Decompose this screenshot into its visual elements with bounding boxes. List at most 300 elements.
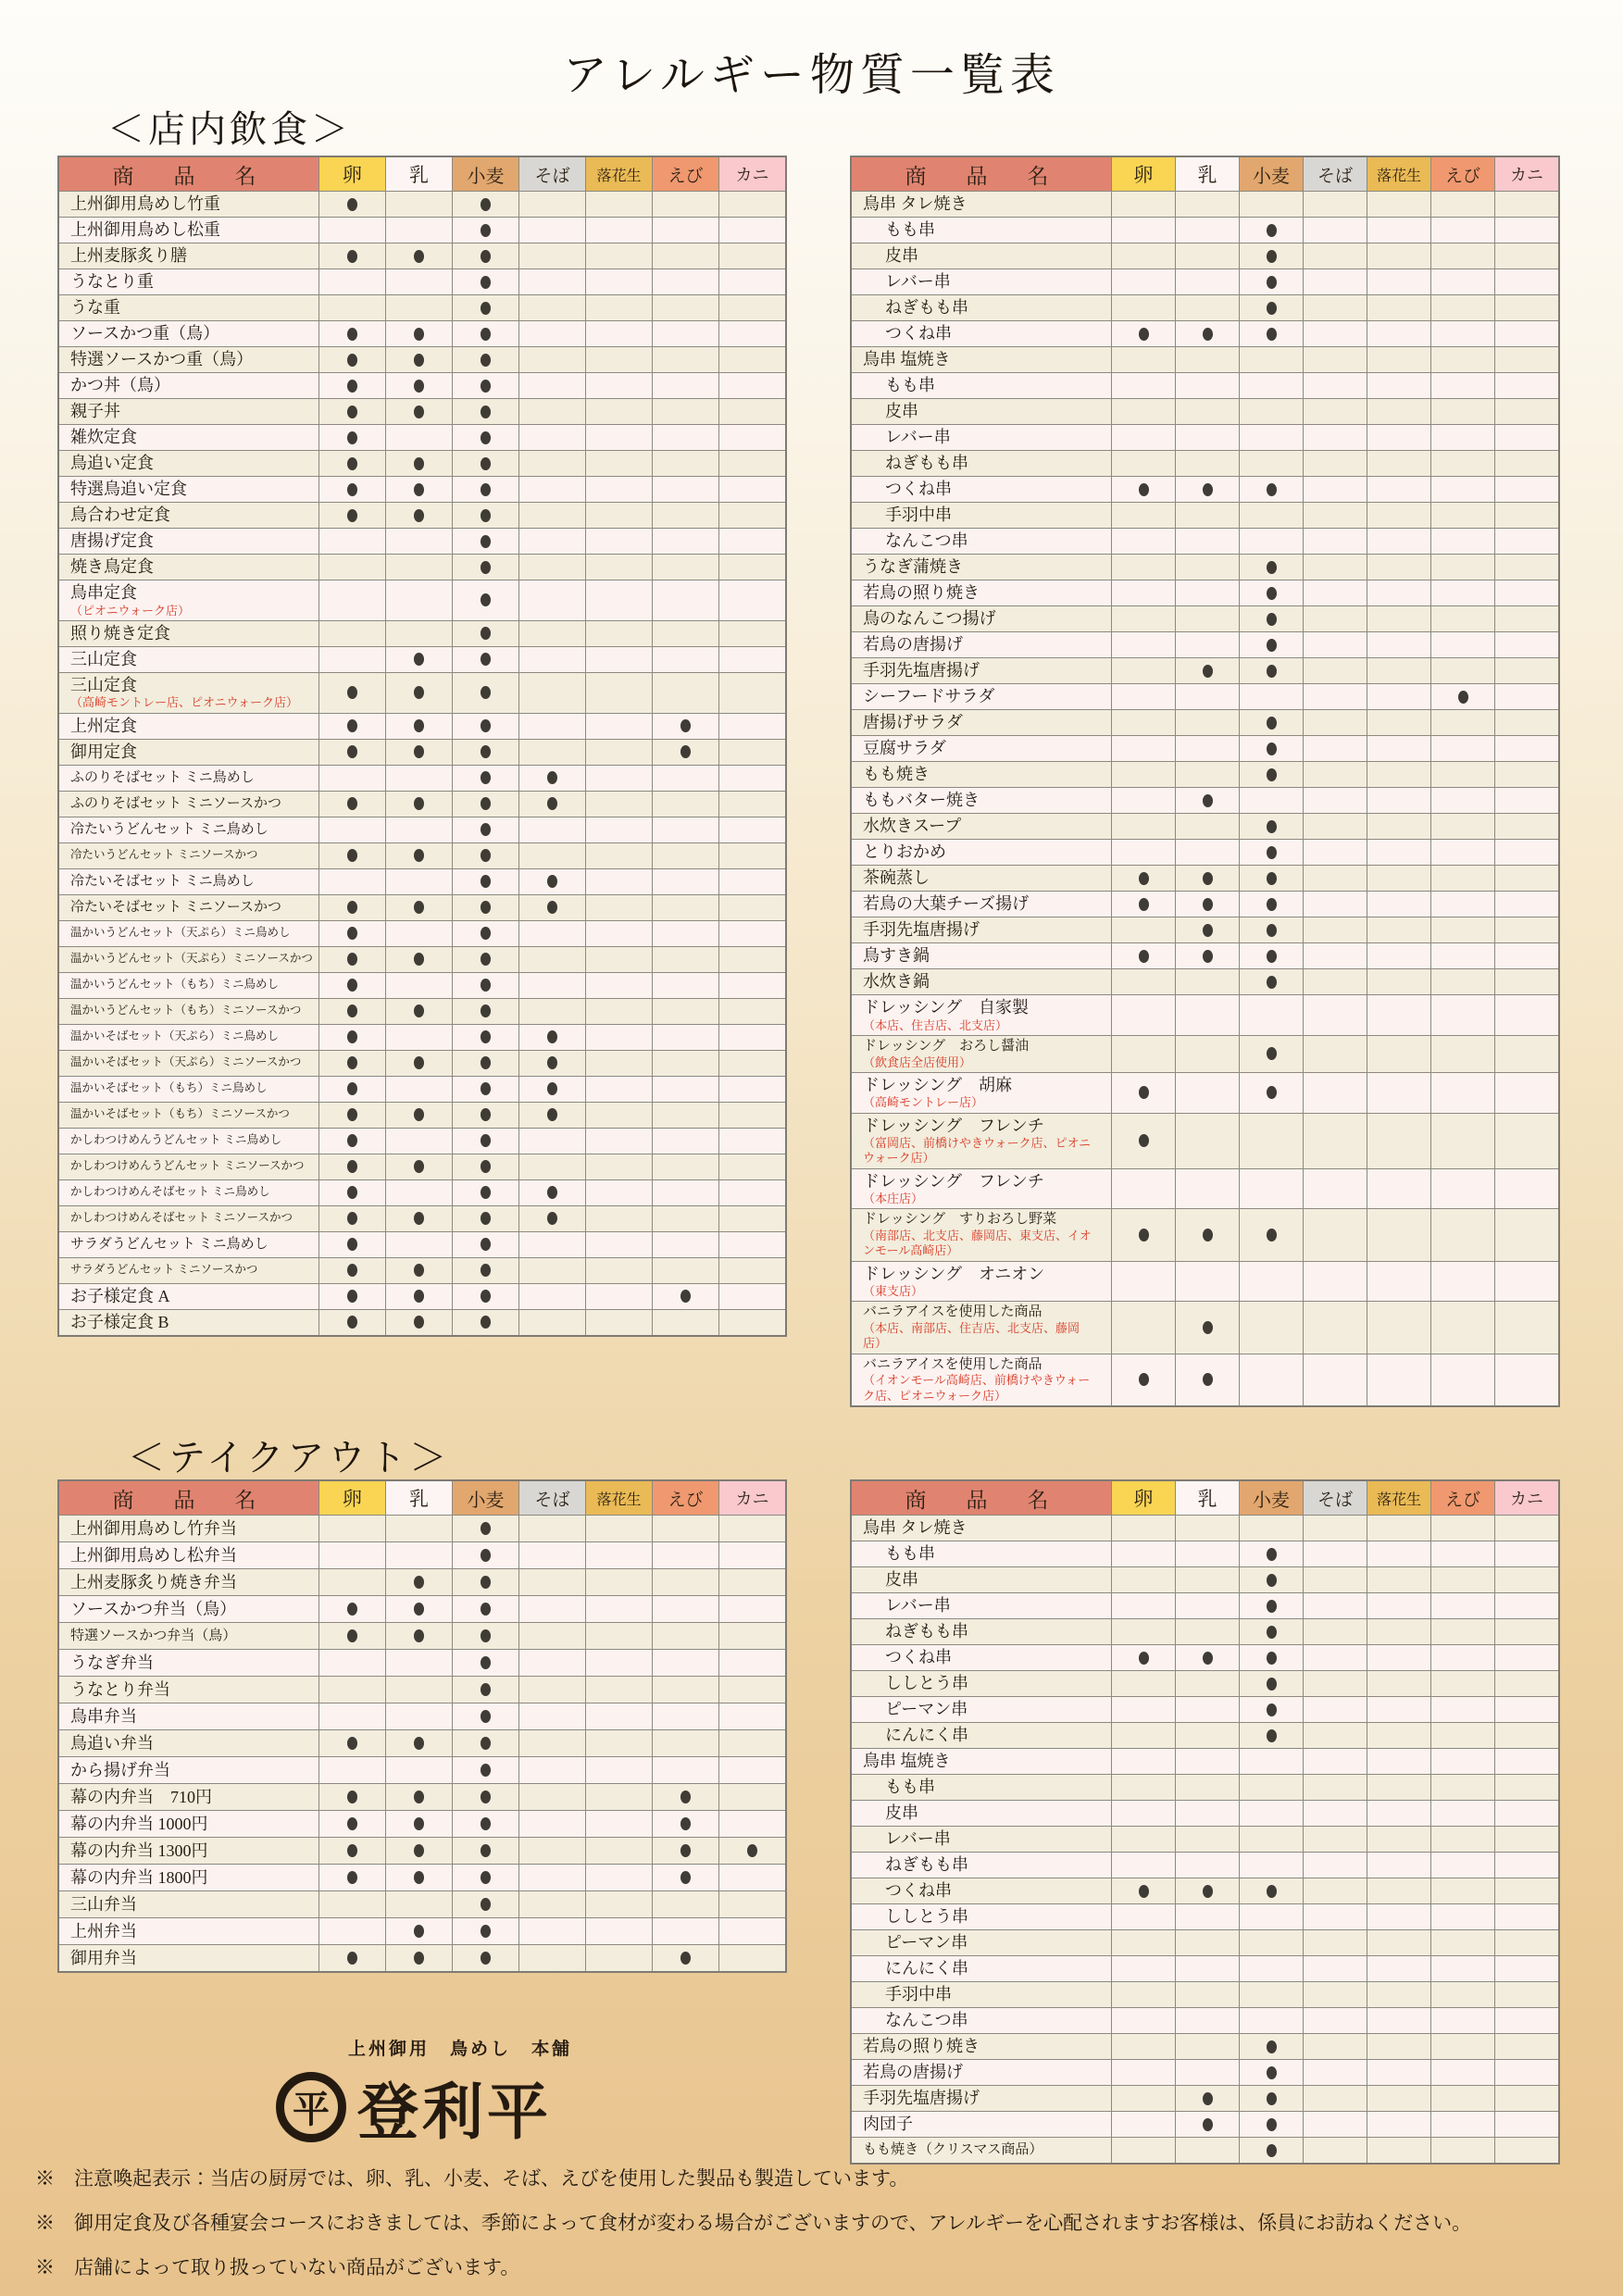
allergen-cell xyxy=(652,1232,718,1257)
allergen-cell xyxy=(585,1865,652,1890)
store-note: （富岡店、前橋けやきウォーク店、ピオニウォーク店） xyxy=(863,1136,1091,1166)
product-name-cell xyxy=(59,347,318,372)
allergen-cell xyxy=(1111,658,1175,683)
footnote: ※ 御用定食及び各種宴会コースにおきましては、季節によって食材が変わる場合がございますので、アレルギーを心配されますお客様は、係員にお訪ねください。 xyxy=(35,2212,1472,2234)
allergen-dot xyxy=(414,406,424,418)
allergen-cell xyxy=(318,1865,385,1890)
table-row xyxy=(852,1072,1558,1113)
allergen-cell xyxy=(1111,2138,1175,2163)
table-row xyxy=(852,1696,1558,1722)
allergen-dot xyxy=(481,1030,491,1043)
table-row xyxy=(59,294,785,320)
allergen-cell xyxy=(385,1918,452,1944)
allergen-dot xyxy=(481,535,491,548)
allergen-cell xyxy=(1175,192,1239,217)
product-name: ふのりそばセット ミニ鳥めし xyxy=(70,769,255,785)
allergen-dot xyxy=(481,745,491,758)
allergen-cell xyxy=(1303,1073,1367,1113)
allergen-cell xyxy=(1239,1697,1303,1722)
allergen-cell xyxy=(1430,2060,1494,2085)
allergen-dot xyxy=(481,1925,491,1938)
allergen-dot xyxy=(1267,2066,1277,2079)
allergen-dot xyxy=(1139,1134,1149,1147)
column-header: 乳 xyxy=(1175,157,1239,191)
table-row xyxy=(852,891,1558,917)
allergen-cell xyxy=(1430,373,1494,398)
allergen-cell xyxy=(518,1180,585,1205)
allergen-cell xyxy=(1175,425,1239,450)
allergen-cell xyxy=(452,1730,518,1756)
allergen-cell xyxy=(1494,840,1558,865)
allergen-cell xyxy=(652,895,718,920)
allergen-cell xyxy=(1111,1930,1175,1955)
allergen-cell xyxy=(1367,658,1430,683)
allergen-dot xyxy=(1267,872,1277,885)
allergen-cell xyxy=(318,321,385,346)
table-row xyxy=(852,372,1558,398)
allergen-dot xyxy=(481,953,491,966)
allergen-cell xyxy=(652,1784,718,1810)
allergen-cell xyxy=(1239,1593,1303,1618)
allergen-cell xyxy=(1239,347,1303,372)
allergen-cell xyxy=(652,1703,718,1729)
allergen-cell xyxy=(718,1232,785,1257)
allergen-dot xyxy=(347,1791,357,1803)
product-name: 手羽中串 xyxy=(885,1985,952,2004)
allergen-dot xyxy=(481,509,491,522)
store-note: （南部店、北支店、藤岡店、東支店、イオンモール高崎店） xyxy=(863,1229,1092,1258)
table-row xyxy=(852,554,1558,580)
table-row xyxy=(59,894,785,920)
allergen-dot xyxy=(414,797,424,810)
allergen-cell xyxy=(1111,1354,1175,1405)
allergen-dot xyxy=(1267,2040,1277,2053)
table-row xyxy=(852,605,1558,631)
allergen-cell xyxy=(318,1516,385,1541)
allergen-cell xyxy=(1367,1541,1430,1566)
product-name: ドレッシング おろし醤油 xyxy=(863,1038,1030,1054)
allergen-dot xyxy=(680,1290,691,1303)
allergen-dot xyxy=(747,1844,757,1857)
allergen-cell xyxy=(1494,295,1558,320)
allergen-cell xyxy=(652,817,718,842)
allergen-cell xyxy=(1494,1619,1558,1644)
product-name: うなとり重 xyxy=(70,272,154,292)
table-row xyxy=(59,920,785,946)
product-name: もも串 xyxy=(885,1778,935,1797)
allergen-cell xyxy=(1303,1853,1367,1878)
allergen-cell xyxy=(585,714,652,739)
product-name: 手羽先塩唐揚げ xyxy=(863,2089,980,2108)
allergen-cell xyxy=(1367,1516,1430,1541)
allergen-cell xyxy=(1175,1169,1239,1209)
product-name-cell xyxy=(852,2060,1111,2085)
allergen-dot xyxy=(481,979,491,992)
allergen-cell xyxy=(518,425,585,450)
table-row xyxy=(59,868,785,894)
product-name-cell xyxy=(59,373,318,398)
allergen-cell xyxy=(1303,2112,1367,2137)
product-name: もも串 xyxy=(885,376,935,395)
allergen-dot xyxy=(547,1082,557,1095)
product-name-cell xyxy=(852,788,1111,813)
allergen-cell xyxy=(1430,1904,1494,1929)
allergen-cell xyxy=(385,1865,452,1890)
allergen-cell xyxy=(318,1258,385,1283)
table-row xyxy=(59,372,785,398)
table-row xyxy=(852,917,1558,942)
table-row xyxy=(59,1837,785,1864)
allergen-cell xyxy=(1175,243,1239,268)
allergen-cell xyxy=(518,1784,585,1810)
allergen-cell xyxy=(518,1918,585,1944)
product-name-cell xyxy=(852,2112,1111,2137)
product-name: かしわつけめんうどんセット ミニ鳥めし xyxy=(70,1133,282,1147)
allergen-cell xyxy=(518,218,585,243)
product-name: 手羽中串 xyxy=(885,505,952,525)
column-header: 卵 xyxy=(1111,1481,1175,1515)
allergen-cell xyxy=(1430,580,1494,605)
product-name: 手羽先塩唐揚げ xyxy=(863,661,980,680)
allergen-cell xyxy=(452,1865,518,1890)
table-row xyxy=(59,476,785,502)
allergen-cell xyxy=(518,895,585,920)
allergen-cell xyxy=(452,1757,518,1783)
allergen-cell xyxy=(1303,762,1367,787)
allergen-dot xyxy=(1267,483,1277,496)
product-name: つくね串 xyxy=(885,1881,952,1901)
allergen-cell xyxy=(385,1258,452,1283)
allergen-cell xyxy=(385,1703,452,1729)
allergen-dot xyxy=(1267,224,1277,237)
allergen-dot xyxy=(481,406,491,418)
allergen-cell xyxy=(1430,2112,1494,2137)
allergen-cell xyxy=(385,1310,452,1335)
allergen-dot xyxy=(481,354,491,367)
allergen-cell xyxy=(585,740,652,765)
product-name-cell xyxy=(59,1310,318,1335)
table-row xyxy=(852,1929,1558,1955)
allergen-cell xyxy=(385,1180,452,1205)
product-name-cell xyxy=(59,477,318,502)
allergen-cell xyxy=(385,529,452,554)
product-name: 温かいうどんセット（もち）ミニ鳥めし xyxy=(70,978,280,992)
allergen-dot xyxy=(481,1603,491,1616)
allergen-cell xyxy=(652,740,718,765)
allergen-cell xyxy=(518,1284,585,1309)
allergen-dot xyxy=(347,1264,357,1277)
product-name-cell xyxy=(852,1723,1111,1748)
allergen-cell xyxy=(1111,503,1175,528)
allergen-cell xyxy=(452,1891,518,1917)
product-name-cell xyxy=(59,621,318,646)
allergen-dot xyxy=(680,1844,691,1857)
allergen-cell xyxy=(1111,1541,1175,1566)
allergen-cell xyxy=(452,1154,518,1179)
product-name-cell xyxy=(852,814,1111,839)
allergen-cell xyxy=(585,425,652,450)
allergen-cell xyxy=(1303,192,1367,217)
table-row xyxy=(852,2007,1558,2033)
allergen-cell xyxy=(318,1650,385,1676)
table-row xyxy=(852,1354,1558,1405)
allergen-cell xyxy=(718,895,785,920)
allergen-cell xyxy=(1303,1878,1367,1903)
allergen-cell xyxy=(1175,1749,1239,1774)
allergen-dot xyxy=(414,1316,424,1329)
allergen-cell xyxy=(1303,658,1367,683)
allergen-cell xyxy=(452,740,518,765)
allergen-cell xyxy=(718,1103,785,1128)
allergen-cell xyxy=(1175,1354,1239,1405)
allergen-cell xyxy=(1367,373,1430,398)
allergen-cell xyxy=(1303,995,1367,1035)
product-name-cell xyxy=(59,869,318,894)
allergen-dot xyxy=(481,1160,491,1173)
allergen-cell xyxy=(452,869,518,894)
product-name-cell xyxy=(59,1154,318,1179)
product-name-cell xyxy=(59,895,318,920)
allergen-cell xyxy=(1239,632,1303,657)
allergen-cell xyxy=(1430,321,1494,346)
allergen-cell xyxy=(1303,1516,1367,1541)
allergen-cell xyxy=(585,1129,652,1154)
allergen-dot xyxy=(414,1737,424,1750)
product-name: 幕の内弁当 710円 xyxy=(70,1787,212,1806)
allergen-dot xyxy=(347,745,357,758)
allergen-cell xyxy=(652,580,718,620)
footnote: ※ 注意喚起表示：当店の厨房では、卵、乳、小麦、そば、えびを使用した製品も製造しています。 xyxy=(35,2167,909,2190)
allergen-cell xyxy=(1175,269,1239,294)
table-row xyxy=(59,1756,785,1783)
allergen-cell xyxy=(1111,1567,1175,1592)
allergen-cell xyxy=(1494,1697,1558,1722)
allergen-cell xyxy=(1494,2138,1558,2163)
product-name: つくね串 xyxy=(885,480,952,499)
allergen-cell xyxy=(1111,1671,1175,1696)
product-name: レバー串 xyxy=(885,428,951,447)
allergen-cell xyxy=(1430,1073,1494,1113)
allergen-cell xyxy=(1239,892,1303,917)
table-row xyxy=(852,192,1558,217)
allergen-dot xyxy=(1139,483,1149,496)
allergen-cell xyxy=(652,1811,718,1837)
allergen-cell xyxy=(452,1918,518,1944)
allergen-cell xyxy=(518,269,585,294)
allergen-cell xyxy=(318,792,385,817)
allergen-dot xyxy=(1203,898,1213,911)
allergen-dot xyxy=(347,1817,357,1830)
product-name: うなとり弁当 xyxy=(70,1679,170,1699)
allergen-cell xyxy=(1430,969,1494,994)
product-name-cell xyxy=(59,1757,318,1783)
allergen-cell xyxy=(318,1025,385,1050)
allergen-cell xyxy=(1239,1878,1303,1903)
column-header: 乳 xyxy=(385,157,452,191)
allergen-cell xyxy=(1303,269,1367,294)
product-name-cell xyxy=(59,425,318,450)
allergen-dot xyxy=(481,1871,491,1884)
product-name-cell xyxy=(852,1209,1111,1260)
allergen-dot xyxy=(481,1056,491,1069)
allergen-cell xyxy=(385,1103,452,1128)
allergen-cell xyxy=(318,999,385,1024)
allergen-cell xyxy=(318,451,385,476)
allergen-cell xyxy=(1239,840,1303,865)
allergen-cell xyxy=(1430,762,1494,787)
product-name-cell xyxy=(59,973,318,998)
allergen-cell xyxy=(585,399,652,424)
column-header: えび xyxy=(652,157,718,191)
allergen-cell xyxy=(1239,192,1303,217)
table-row xyxy=(852,839,1558,865)
allergen-cell xyxy=(1175,1930,1239,1955)
allergen-cell xyxy=(1111,1956,1175,1981)
allergen-dot xyxy=(481,198,491,211)
table-row xyxy=(852,268,1558,294)
allergen-cell xyxy=(1494,1645,1558,1670)
allergen-dot xyxy=(481,1522,491,1535)
product-name-cell xyxy=(59,673,318,713)
allergen-cell xyxy=(1494,1209,1558,1260)
product-name-cell xyxy=(59,192,318,217)
allergen-cell xyxy=(585,1258,652,1283)
allergen-cell xyxy=(652,1650,718,1676)
allergen-cell xyxy=(652,1838,718,1864)
allergen-cell xyxy=(1111,192,1175,217)
table-row xyxy=(852,1722,1558,1748)
table-row xyxy=(852,1644,1558,1670)
product-name: サラダうどんセット ミニ鳥めし xyxy=(70,1236,268,1252)
table-row xyxy=(852,709,1558,735)
allergen-cell xyxy=(1111,2060,1175,2085)
table-row xyxy=(59,1703,785,1729)
product-name: ししとう串 xyxy=(885,1907,968,1927)
allergen-dot xyxy=(547,1212,557,1225)
table-header xyxy=(59,1481,785,1516)
table-row xyxy=(852,761,1558,787)
allergen-cell xyxy=(318,1154,385,1179)
logo-name: 登利平 xyxy=(357,2079,552,2147)
allergen-cell xyxy=(1175,1516,1239,1541)
allergen-cell xyxy=(452,947,518,972)
allergen-cell xyxy=(1494,192,1558,217)
allergen-dot xyxy=(347,1737,357,1750)
table-row xyxy=(59,842,785,868)
allergen-cell xyxy=(585,1206,652,1231)
allergen-cell xyxy=(385,843,452,868)
footnotes xyxy=(35,2165,1471,2296)
allergen-dot xyxy=(481,380,491,393)
table-row xyxy=(852,994,1558,1035)
allergen-dot xyxy=(347,979,357,992)
allergen-dot xyxy=(1139,950,1149,963)
allergen-cell xyxy=(518,1025,585,1050)
allergen-cell xyxy=(585,1025,652,1050)
allergen-cell xyxy=(718,1838,785,1864)
allergen-cell xyxy=(718,1784,785,1810)
allergen-cell xyxy=(1111,814,1175,839)
product-name-cell xyxy=(59,218,318,243)
allergen-cell xyxy=(1175,2060,1239,2085)
allergen-cell xyxy=(1303,503,1367,528)
allergen-cell xyxy=(1303,555,1367,580)
allergen-cell xyxy=(385,1077,452,1102)
allergen-cell xyxy=(385,192,452,217)
product-name: バニラアイスを使用した商品 xyxy=(863,1304,1042,1320)
product-name-cell xyxy=(852,269,1111,294)
allergen-cell xyxy=(318,1596,385,1622)
allergen-cell xyxy=(452,766,518,791)
product-name-cell xyxy=(852,710,1111,735)
allergen-dot xyxy=(547,901,557,914)
table-row xyxy=(59,1595,785,1622)
product-name: 上州麦豚炙り焼き弁当 xyxy=(70,1572,237,1591)
table-row xyxy=(59,1102,785,1128)
allergen-dot xyxy=(347,1238,357,1251)
allergen-cell xyxy=(452,425,518,450)
allergen-cell xyxy=(652,947,718,972)
product-name: 温かいそばセット（天ぷら）ミニ鳥めし xyxy=(70,1029,280,1043)
allergen-cell xyxy=(1111,1853,1175,1878)
allergen-cell xyxy=(1367,1956,1430,1981)
allergen-dot xyxy=(1267,742,1277,755)
product-name-cell xyxy=(852,529,1111,554)
allergen-cell xyxy=(1111,788,1175,813)
allergen-cell xyxy=(1494,814,1558,839)
allergen-cell xyxy=(318,1206,385,1231)
allergen-cell xyxy=(718,529,785,554)
product-name-cell xyxy=(852,736,1111,761)
allergen-cell xyxy=(718,347,785,372)
allergen-cell xyxy=(1111,969,1175,994)
allergen-cell xyxy=(1430,529,1494,554)
allergen-cell xyxy=(385,817,452,842)
allergen-cell xyxy=(585,1677,652,1703)
allergen-cell xyxy=(1111,710,1175,735)
product-name-cell xyxy=(852,295,1111,320)
allergen-cell xyxy=(718,843,785,868)
allergen-cell xyxy=(1239,477,1303,502)
allergen-dot xyxy=(347,380,357,393)
allergen-cell xyxy=(1239,1619,1303,1644)
allergen-cell xyxy=(1239,866,1303,891)
table-row xyxy=(852,1301,1558,1353)
allergen-cell xyxy=(652,647,718,672)
allergen-cell xyxy=(518,1129,585,1154)
allergen-cell xyxy=(1430,1302,1494,1353)
page-title: アレルギー物質一覧表 xyxy=(563,51,1060,100)
allergen-cell xyxy=(1239,2034,1303,2059)
allergen-cell xyxy=(1239,814,1303,839)
table-row xyxy=(59,1516,785,1541)
allergen-dot xyxy=(481,1290,491,1303)
allergen-cell xyxy=(1303,814,1367,839)
allergen-dot xyxy=(1267,328,1277,341)
column-header: 落花生 xyxy=(585,157,652,191)
allergen-cell xyxy=(1494,606,1558,631)
table-row xyxy=(852,657,1558,683)
allergen-cell xyxy=(1111,1697,1175,1722)
allergen-cell xyxy=(452,1542,518,1568)
product-name: ドレッシング 自家製 xyxy=(863,998,1030,1017)
table-row xyxy=(59,672,785,713)
allergen-cell xyxy=(385,243,452,268)
allergen-cell xyxy=(1111,762,1175,787)
allergen-cell xyxy=(318,373,385,398)
allergen-cell xyxy=(1367,1801,1430,1826)
allergen-cell xyxy=(385,1542,452,1568)
